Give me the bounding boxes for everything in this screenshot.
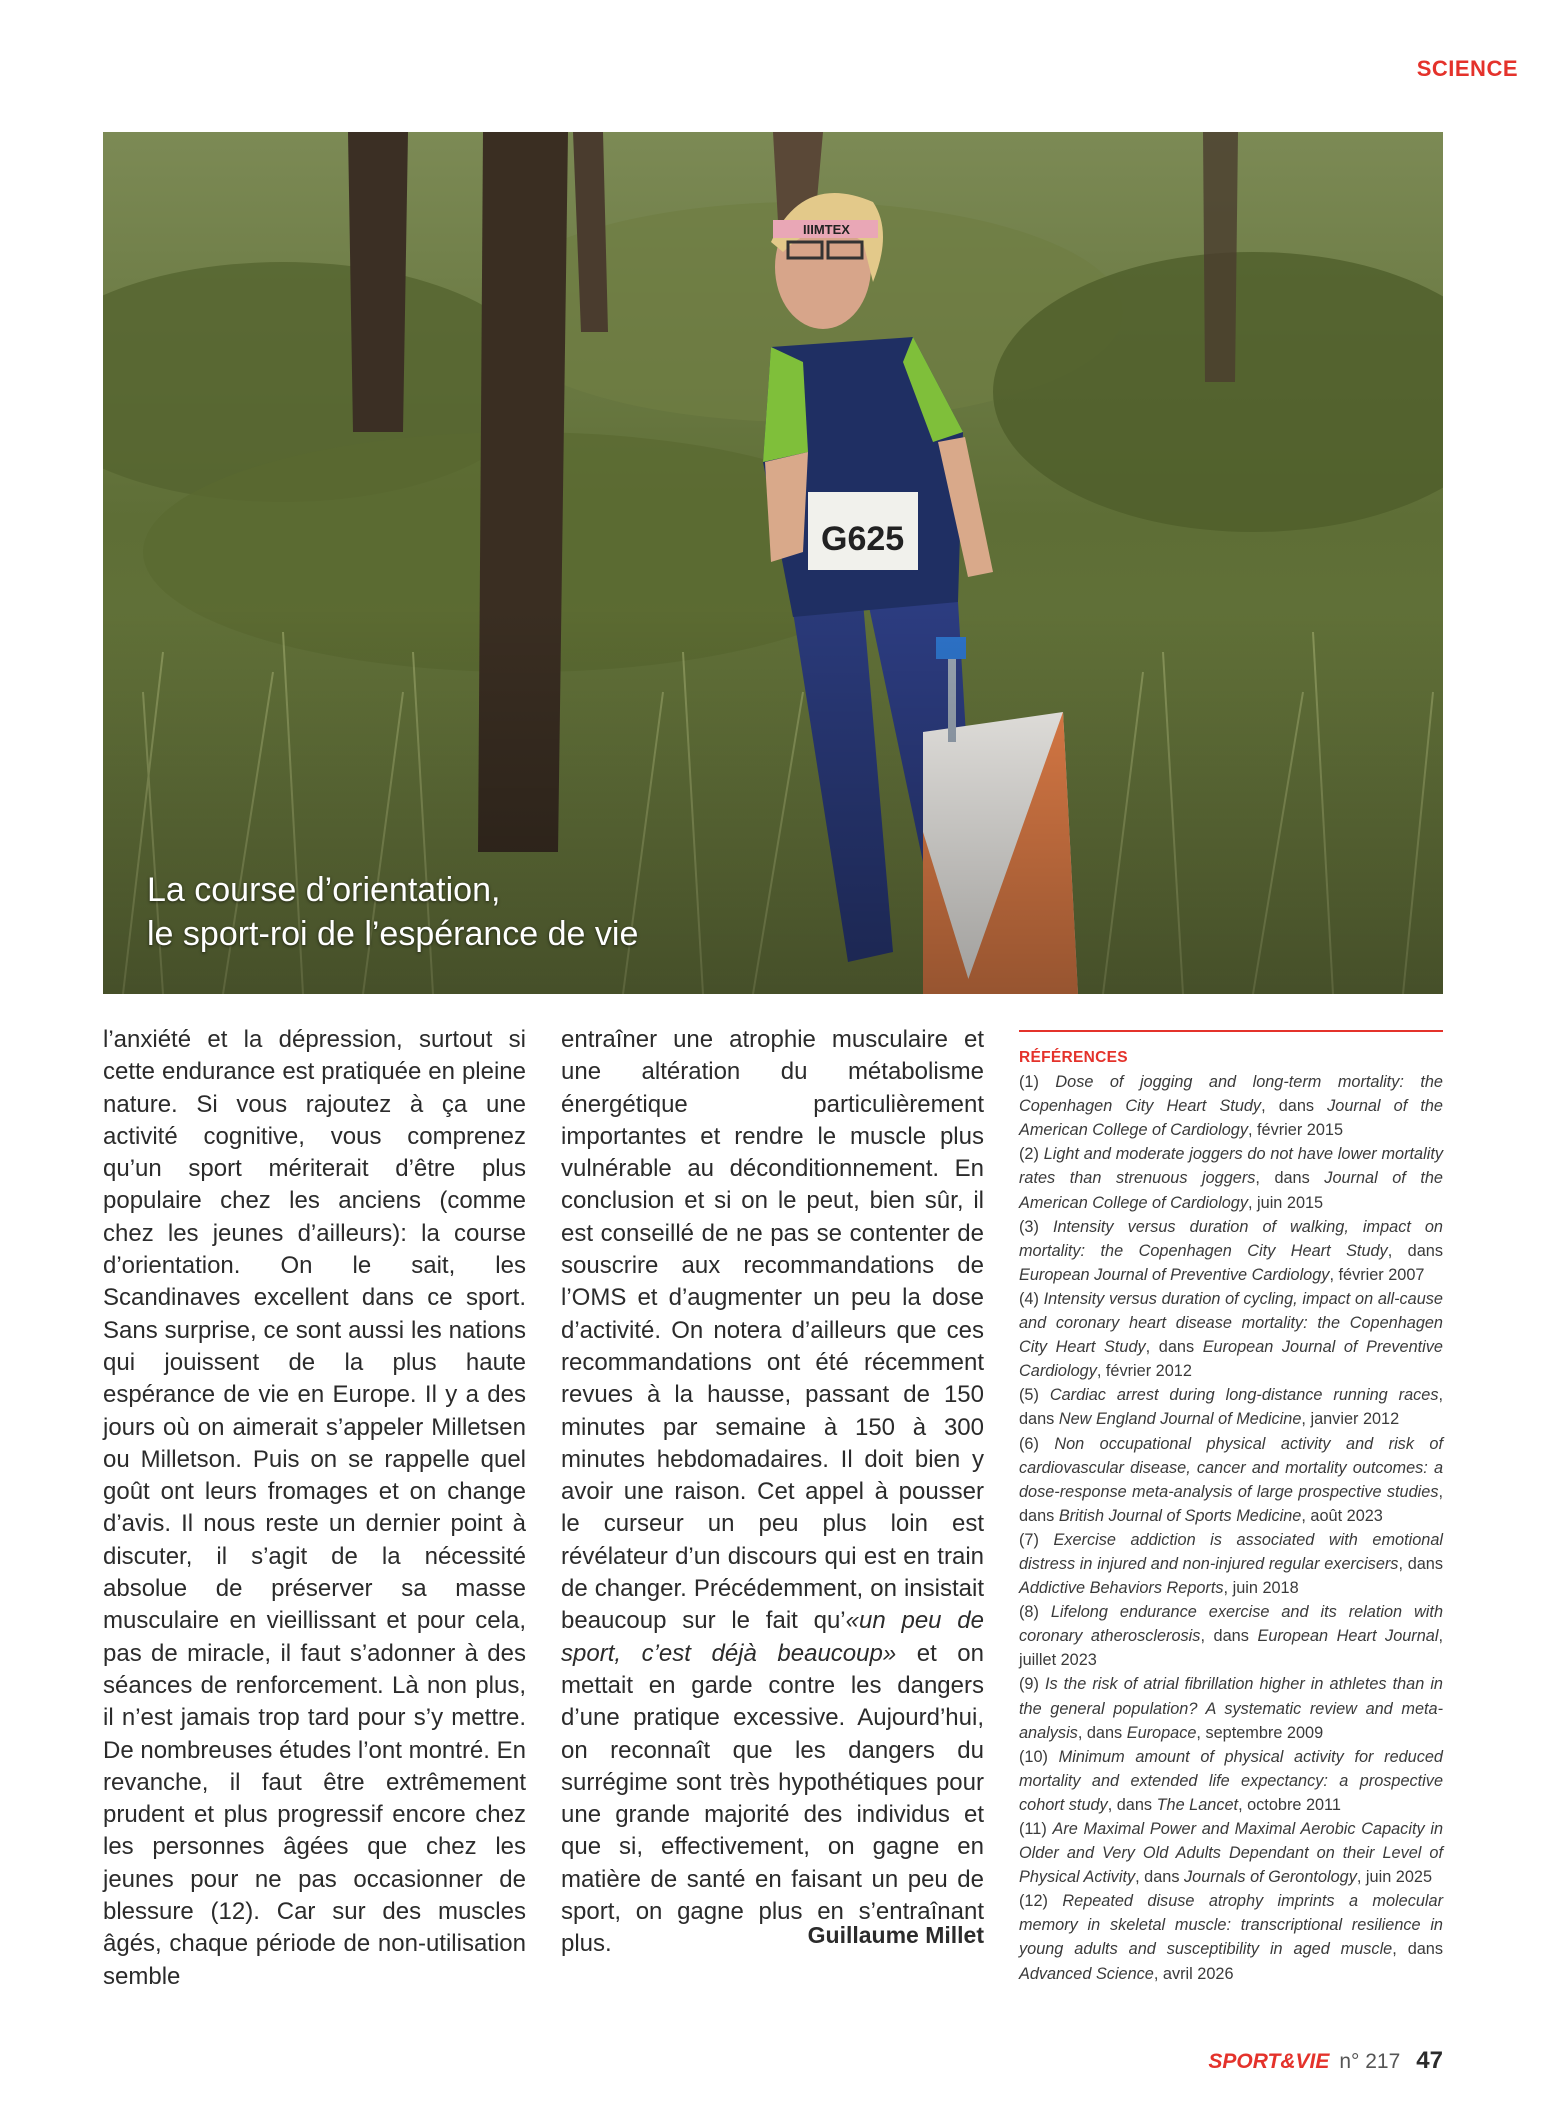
reference-item: [1019, 1070, 1443, 1142]
reference-title: Repeated disuse atrophy imprints a molecular memory in skeletal muscle: transcriptional resilience in young adults and susceptibility in aged muscle: [1019, 1892, 1443, 1959]
section-label: SCIENCE: [1416, 56, 1518, 81]
reference-separator: , dans: [1200, 1627, 1258, 1646]
reference-separator: , dans: [1261, 1097, 1328, 1116]
reference-date: , janvier 2012: [1301, 1410, 1400, 1429]
reference-item: [1019, 1215, 1443, 1287]
reference-separator: , dans: [1077, 1723, 1127, 1742]
reference-number: (9): [1019, 1675, 1039, 1694]
reference-date: , juin 2018: [1223, 1579, 1299, 1598]
reference-number: (2): [1019, 1145, 1039, 1164]
reference-title: Non occupational physical activity and risk of cardiovascular disease, cancer and mortality outcomes: a dose-response meta-analysis of large prospective studies: [1019, 1434, 1443, 1501]
reference-number: (11): [1019, 1820, 1047, 1838]
references-box: [1019, 1030, 1443, 1986]
reference-date: , février 2012: [1096, 1362, 1192, 1381]
reference-separator: , dans: [1145, 1338, 1203, 1357]
reference-title: Light and moderate joggers do not have lower mortality rates than strenuous joggers: [1019, 1145, 1443, 1188]
reference-date: , août 2023: [1301, 1506, 1383, 1525]
reference-number: (6): [1019, 1434, 1039, 1453]
reference-title: Intensity versus duration of walking, impact on mortality: the Copenhagen City Heart Study: [1019, 1217, 1443, 1260]
reference-date: , octobre 2011: [1238, 1795, 1341, 1814]
page-footer: [1208, 2047, 1443, 2075]
author-signature: Guillaume Millet: [807, 1922, 984, 1948]
reference-separator: , dans: [1019, 1482, 1443, 1525]
reference-title: Lifelong endurance exercise and its relation with coronary atherosclerosis: [1019, 1603, 1444, 1646]
reference-item: [1019, 1817, 1443, 1889]
reference-journal: Journals of Gerontology: [1184, 1868, 1357, 1887]
reference-title: Are Maximal Power and Maximal Aerobic Capacity in Older and Very Old Adults Dependant on their Level of Physical Activity: [1019, 1820, 1443, 1887]
reference-separator: , dans: [1107, 1795, 1157, 1814]
caption-line-2: le sport-roi de l’espérance de vie: [147, 915, 639, 953]
reference-number: (3): [1019, 1217, 1039, 1236]
reference-number: (8): [1019, 1603, 1039, 1622]
reference-separator: , dans: [1135, 1868, 1184, 1887]
reference-journal: Addictive Behaviors Reports: [1019, 1579, 1224, 1598]
reference-number: (5): [1019, 1386, 1039, 1405]
reference-number: (1): [1019, 1073, 1039, 1092]
article-column-2: [561, 1024, 984, 1961]
reference-separator: , dans: [1387, 1241, 1443, 1260]
reference-journal: New England Journal of Medicine: [1058, 1410, 1302, 1429]
reference-item: [1019, 1287, 1443, 1383]
reference-journal: The Lancet: [1156, 1795, 1239, 1814]
reference-title: Minimum amount of physical activity for reduced mortality and extended life expectancy: a prospective cohort study: [1019, 1747, 1443, 1814]
reference-title: Intensity versus duration of cycling, impact on all-cause and coronary heart disease mortality: the Copenhagen City Heart Study: [1019, 1289, 1443, 1357]
reference-item: [1019, 1383, 1443, 1431]
article-text: entraîner une atrophie musculaire et une altération du métabolisme énergétique particulièrement importantes et rendre le muscle plus vulnérable au déconditionnement. En conclusion et si on le peut, bien sûr, il est conseillé de ne pas se contenter de souscrire aux recommandations de l’OMS et d’augmenter un peu la dose d’activité. On notera d’ailleurs que ces recommandations ont été récemment revues à la hausse, passant de 150 minutes par semaine à 150 à 300 minutes hebdomadaires. Il doit bien y avoir une raison. Cet appel à pousser le curseur un peu plus loin est révélateur d’un discours qui est en train de changer. Précédemment, on insistait beaucoup sur le fait qu’: [561, 1026, 984, 1635]
article-quote: «un peu de sport, c’est déjà beaucoup»: [561, 1607, 984, 1667]
reference-number: (7): [1019, 1530, 1039, 1549]
reference-title: Exercise addiction is associated with emotional distress in injured and non-injured regular exercisers: [1019, 1530, 1443, 1573]
reference-date: , juillet 2023: [1019, 1627, 1443, 1670]
reference-journal: European Heart Journal: [1257, 1627, 1439, 1646]
photo-caption: [147, 868, 638, 956]
reference-date: , juin 2025: [1356, 1868, 1433, 1887]
reference-number: (4): [1019, 1289, 1039, 1308]
article-paragraph: l’anxiété et la dépression, surtout si cette endurance est pratiquée en pleine nature. Si vous rajoutez à ça une activité cognitive, vous comprenez qu’un sport mériterait d’être plus populaire chez les anciens (comme chez les jeunes d’ailleurs): la course d’orientation. On le sait, les Scandinaves excellent dans ce sport. Sans surprise, ce sont aussi les nations qui jouissent de la plus haute espérance de vie en Europe. Il y a des jours où on aimerait s’appeler Milletsen ou Milletson. Puis on se rappelle quel goût ont leurs fromages et on change d’avis. Il nous reste un dernier point à discuter, il s’agit de la nécessité absolue de préserver sa masse musculaire en vieillissant et pour cela, pas de miracle, il faut s’adonner à des séances de renforcement. Là non plus, il n’est jamais trop tard pour s’y mettre. De nombreuses études l’ont montré. En revanche, il faut être extrêmement prudent et plus progressif encore chez les personnes âgées que chez les jeunes pour ne pas occasionner de blessure (12). Car sur des muscles âgés, chaque période de non-utilisation semble: [103, 1026, 526, 1990]
photo-illustration: [103, 132, 1443, 994]
reference-journal: Journal of the American College of Cardiology: [1019, 1097, 1443, 1140]
reference-title: Dose of jogging and long-term mortality: the Copenhagen City Heart Study: [1019, 1073, 1443, 1116]
reference-separator: , dans: [1392, 1940, 1443, 1959]
reference-journal: European Journal of Preventive Cardiology: [1019, 1265, 1330, 1284]
caption-line-1: La course d’orientation,: [147, 871, 501, 909]
reference-item: [1019, 1889, 1443, 1985]
reference-item: [1019, 1600, 1443, 1672]
article-column-1: [103, 1024, 526, 1993]
reference-date: , février 2015: [1247, 1121, 1343, 1140]
reference-item: [1019, 1432, 1443, 1528]
reference-journal: Advanced Science: [1019, 1964, 1154, 1983]
reference-item: [1019, 1142, 1443, 1214]
reference-separator: , dans: [1398, 1554, 1443, 1573]
reference-date: , février 2007: [1329, 1265, 1425, 1284]
article-paragraph: [561, 1024, 984, 1961]
reference-date: , septembre 2009: [1196, 1723, 1324, 1742]
article-text: et on mettait en garde contre les dangers d’une pratique excessive. Aujourd’hui, on reconnaît que les dangers du surrégime sont très hypothétiques pour une grande majorité des individus et que si, effectivement, on gagne en matière de santé en faisant un peu de sport, on gagne plus en s’entraînant plus.: [561, 1639, 985, 1958]
reference-number: (10): [1019, 1747, 1048, 1766]
reference-separator: , dans: [1255, 1169, 1325, 1188]
hero-photo: [103, 132, 1443, 994]
reference-item: [1019, 1528, 1443, 1600]
magazine-brand: SPORT&VIE: [1208, 2050, 1330, 2073]
reference-number: (12): [1019, 1892, 1048, 1911]
reference-journal: European Journal of Preventive Cardiology: [1019, 1338, 1443, 1381]
reference-title: Cardiac arrest during long-distance running races: [1049, 1386, 1439, 1405]
reference-title: Is the risk of atrial fibrillation higher in athletes than in the general population? A systematic review and meta-analysis: [1019, 1675, 1443, 1742]
reference-journal: Journal of the American College of Cardiology: [1019, 1169, 1443, 1212]
page-number: 47: [1416, 2047, 1443, 2074]
reference-separator: , dans: [1019, 1386, 1443, 1429]
issue-number: n° 217: [1339, 2050, 1401, 2073]
reference-item: [1019, 1745, 1443, 1817]
reference-date: , juin 2015: [1247, 1193, 1324, 1212]
references-list: [1019, 1070, 1443, 1986]
reference-date: , avril 2026: [1153, 1964, 1234, 1983]
references-title: RÉFÉRENCES: [1019, 1049, 1128, 1066]
reference-journal: Europace: [1126, 1723, 1197, 1742]
reference-item: [1019, 1672, 1443, 1744]
reference-journal: British Journal of Sports Medicine: [1058, 1506, 1302, 1525]
